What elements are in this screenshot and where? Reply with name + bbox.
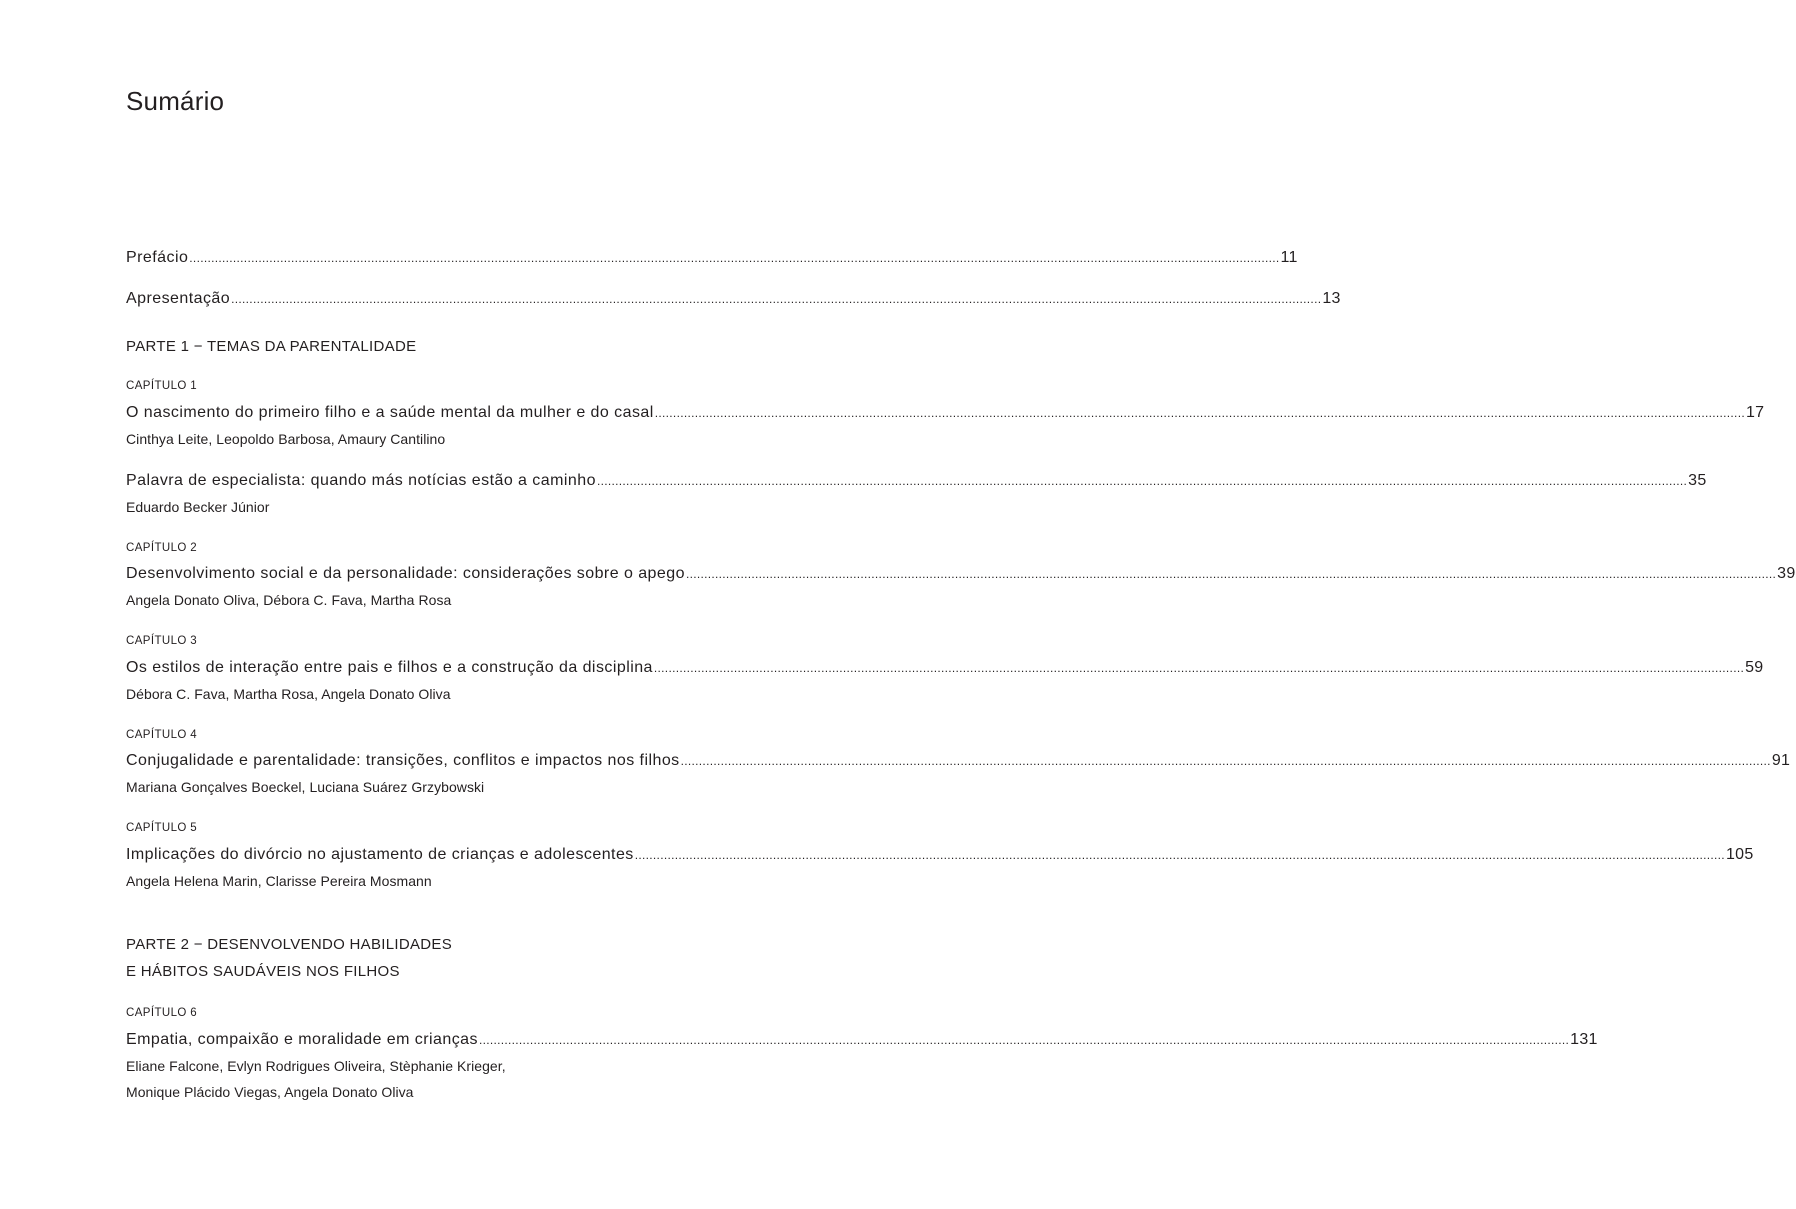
- page-number: 17: [1745, 404, 1765, 421]
- chapter-label: CAPÍTULO 5: [126, 822, 198, 834]
- page-number: 35: [1688, 472, 1707, 489]
- chapter-authors: Eduardo Becker Júnior: [126, 499, 270, 515]
- toc-entry-prefacio[interactable]: [126, 249, 1298, 267]
- chapter-authors: Débora C. Fava, Martha Rosa, Angela Donato Oliva: [126, 686, 451, 702]
- chapter-authors-line-2: Monique Plácido Viegas, Angela Donato Oliva: [126, 1084, 414, 1100]
- chapter-label: CAPÍTULO 3: [126, 635, 198, 647]
- toc-entry-title: Implicações do divórcio no ajustamento de crianças e adolescentes: [126, 846, 634, 863]
- toc-entry-chapter-2[interactable]: [126, 565, 1796, 583]
- toc-entry-title: Os estilos de interação entre pais e filhos e a construção da disciplina: [126, 659, 653, 676]
- dot-leader: ............................................................................................................................................................................................................................................................................................................: [634, 848, 1725, 862]
- toc-entry-title: Empatia, compaixão e moralidade em crianças: [126, 1031, 478, 1048]
- page-number: 91: [1771, 752, 1791, 769]
- page-number: 11: [1280, 249, 1298, 266]
- chapter-authors: Mariana Gonçalves Boeckel, Luciana Suárez Grzybowski: [126, 779, 485, 795]
- chapter-label: CAPÍTULO 1: [126, 380, 198, 392]
- dot-leader: ............................................................................................................................................................................................................................................................................................................: [231, 292, 1322, 306]
- chapter-label: CAPÍTULO 2: [126, 542, 198, 554]
- toc-entry-title: O nascimento do primeiro filho e a saúde mental da mulher e do casal: [126, 404, 654, 421]
- dot-leader: ............................................................................................................................................................................................................................................................................................................: [653, 661, 1745, 675]
- dot-leader: ............................................................................................................................................................................................................................................................................................................: [654, 406, 1745, 420]
- dot-leader: ............................................................................................................................................................................................................................................................................................................: [189, 251, 1280, 265]
- toc-entry-chapter-4[interactable]: [126, 752, 1791, 770]
- page-number: 13: [1322, 290, 1341, 307]
- toc-entry-title: Apresentação: [126, 290, 231, 307]
- dot-leader: ............................................................................................................................................................................................................................................................................................................: [685, 567, 1777, 581]
- toc-entry-title: Prefácio: [126, 249, 189, 266]
- part-heading: PARTE 1 − TEMAS DA PARENTALIDADE: [126, 338, 417, 355]
- dot-leader: ............................................................................................................................................................................................................................................................................................................: [680, 754, 1771, 768]
- chapter-authors: Angela Helena Marin, Clarisse Pereira Mosmann: [126, 873, 432, 889]
- page-number: 39: [1777, 565, 1796, 582]
- chapter-label: CAPÍTULO 4: [126, 729, 198, 741]
- page-number: 105: [1725, 846, 1754, 863]
- chapter-label: CAPÍTULO 6: [126, 1007, 198, 1019]
- toc-entry-apresentacao[interactable]: [126, 290, 1341, 308]
- chapter-authors: Angela Donato Oliva, Débora C. Fava, Martha Rosa: [126, 592, 452, 608]
- toc-entry-title: Desenvolvimento social e da personalidade: considerações sobre o apego: [126, 565, 685, 582]
- part-heading-line-2: E HÁBITOS SAUDÁVEIS NOS FILHOS: [126, 963, 400, 980]
- toc-entry-title: Palavra de especialista: quando más notícias estão a caminho: [126, 472, 596, 489]
- part-heading: PARTE 2 − DESENVOLVENDO HABILIDADES: [126, 936, 453, 953]
- toc-entry-title: Conjugalidade e parentalidade: transições, conflitos e impactos nos filhos: [126, 752, 680, 769]
- dot-leader: ............................................................................................................................................................................................................................................................................................................: [596, 474, 1688, 488]
- toc-entry-chapter-1[interactable]: [126, 404, 1765, 422]
- toc-entry-chapter-5[interactable]: [126, 846, 1754, 864]
- toc-entry-chapter-3[interactable]: [126, 659, 1764, 677]
- chapter-authors: Cinthya Leite, Leopoldo Barbosa, Amaury Cantilino: [126, 431, 446, 447]
- dot-leader: ............................................................................................................................................................................................................................................................................................................: [478, 1033, 1570, 1047]
- page-title: Sumário: [126, 86, 225, 116]
- toc-entry-specialist[interactable]: [126, 472, 1707, 490]
- page-number: 59: [1745, 659, 1764, 676]
- page-number: 131: [1570, 1031, 1598, 1048]
- toc-entry-chapter-6[interactable]: [126, 1031, 1598, 1049]
- chapter-authors: Eliane Falcone, Evlyn Rodrigues Oliveira, Stèphanie Krieger,: [126, 1058, 506, 1074]
